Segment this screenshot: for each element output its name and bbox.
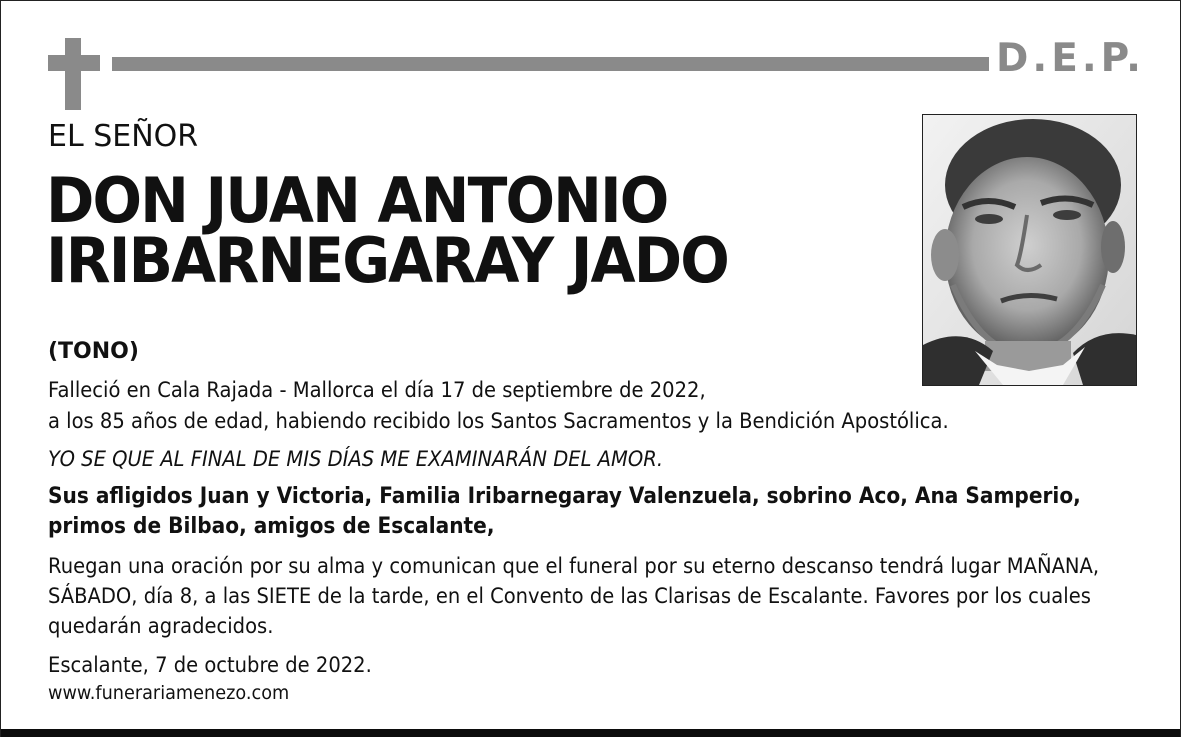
death-info-line2: a los 85 años de edad, habiendo recibido los Santos Sacramentos y la Bendición Apostólica.: [48, 409, 949, 433]
website-link[interactable]: www.funerariamenezo.com: [48, 682, 290, 704]
funeral-details: Ruegan una oración por su alma y comunican que el funeral por su eterno descanso tendrá lugar MAÑANA, SÁBADO, día 8, a las SIETE de la tarde, en el Convento de las Clarisas de Escalante. Favores por los cuales quedarán agradecidos.: [48, 554, 1100, 638]
portrait-photo: [922, 114, 1137, 386]
deceased-name-line1: DON JUAN ANTONIO: [46, 164, 668, 237]
bottom-border: [1, 729, 1180, 737]
deceased-name-line2: IRIBARNEGARAY JADO: [46, 224, 728, 297]
cross-icon: [48, 38, 100, 110]
place-date: Escalante, 7 de octubre de 2022.: [48, 653, 372, 677]
header-rule: [112, 57, 989, 71]
dep-label: D.E.P.: [996, 36, 1145, 81]
quote: YO SE QUE AL FINAL DE MIS DÍAS ME EXAMINARÁN DEL AMOR.: [48, 447, 664, 471]
death-info-line1: Falleció en Cala Rajada - Mallorca el día 17 de septiembre de 2022,: [48, 378, 706, 402]
mourners-list: Sus afligidos Juan y Victoria, Familia Iribarnegaray Valenzuela, sobrino Aco, Ana Samperio, primos de Bilbao, amigos de Escalante,: [48, 484, 1081, 539]
nickname: (TONO): [48, 339, 139, 364]
honorific: EL SEÑOR: [48, 119, 199, 154]
